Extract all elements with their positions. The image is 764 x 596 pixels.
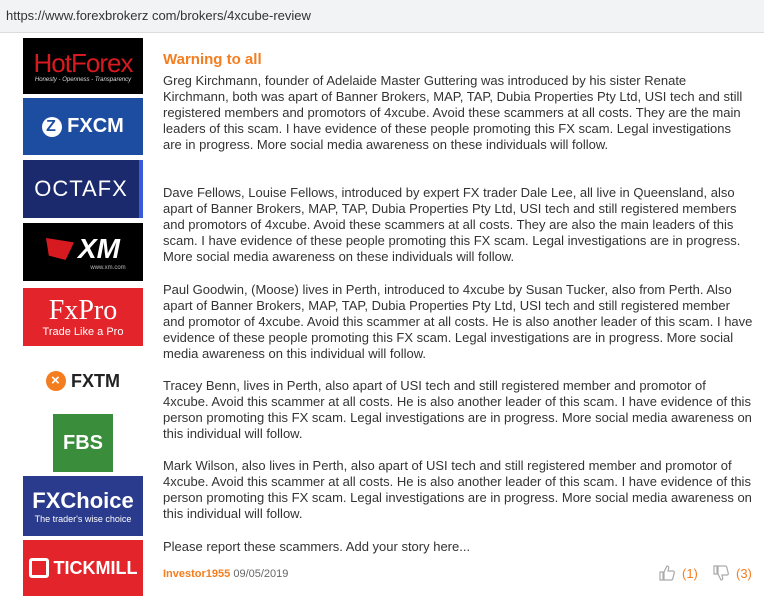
tickmill-logo[interactable] [23, 540, 143, 596]
fxchoice-logo[interactable] [23, 476, 143, 536]
fxpro-tagline: Trade Like a Pro [42, 326, 124, 338]
hotforex-logo[interactable] [23, 38, 143, 94]
fxpro-logo[interactable] [23, 288, 143, 346]
review-paragraph: Please report these scammers. Add your story here... [163, 539, 471, 554]
hotforex-tagline: Honesty - Openness - Transparency [34, 77, 132, 83]
review-paragraph: Dave Fellows, Louise Fellows, introduced by expert FX trader Dale Lee, all live in Queensland, also apart of Banner Brokers, MAP, TAP, Dubia Properties Pty Ltd, USI tech and still registered members and promotors of 4xcube. Avoid these scammers at all costs. They are also the main leaders of this scam. I have evidence of these people promoting this FX scam. Legal investigations are in progress. More social media awareness on these individuals will follow. [163, 185, 741, 264]
dislike-count: (3) [736, 566, 752, 581]
url-text[interactable]: https://www.forexbrokerz com/brokers/4xcube-review [6, 8, 311, 23]
review-paragraph: Paul Goodwin, (Moose) lives in Perth, introduced to 4xcube by Susan Tucker, also from Perth. Also apart of Banner Brokers, MAP, TAP, Dubia Properties Pty Ltd, USI tech and still registered member and promotor of 4xcube. Avoid this scammer at all costs. He is also another leader of this scam. I have evidence of these people promoting this FX scam. Legal investigations are in progress. More social media awareness on this individual will follow. [163, 282, 753, 361]
hotforex-name: HotForex [33, 48, 133, 78]
octafx-logo[interactable] [23, 160, 143, 218]
fxtm-logo[interactable] [23, 358, 143, 404]
fxtm-mark-icon: × [46, 371, 66, 391]
thumbs-down-icon[interactable] [712, 564, 730, 582]
thumbs-up-icon[interactable] [658, 564, 676, 582]
fxpro-name: FxPro [48, 295, 118, 326]
author-name[interactable]: Investor1955 [163, 568, 231, 580]
review-paragraph: Tracey Benn, lives in Perth, also apart of USI tech and still registered member and promotor of 4xcube. Avoid this scammer at all costs. He is also another leader of this scam. I have evidence of this person promoting this FX scam. Legal investigations are in progress. More social media awareness on this individual will follow. [163, 378, 752, 441]
fxcm-mark-icon: Z [42, 117, 62, 137]
fxchoice-tagline: The trader's wise choice [34, 514, 132, 524]
fbs-name: FBS [63, 431, 103, 454]
fxchoice-name: FXChoice [32, 488, 134, 513]
review-title: Warning to all [163, 51, 262, 68]
fxtm-name: FXTM [71, 370, 120, 391]
review-meta [163, 568, 288, 580]
xm-logo[interactable] [23, 223, 143, 281]
review-date: 09/05/2019 [233, 568, 289, 580]
review-paragraph: Greg Kirchmann, founder of Adelaide Master Guttering was introduced by his sister Renate Kirchmann, both was apart of Banner Brokers, MAP, TAP, Dubia Properties Pty Ltd, USI tech and still registered members and promotors of 4xcube. Avoid these scammers at all costs. They are the main leaders of this scam. I have evidence of these people promoting this FX scam. Legal investigations are in progress. More social media awareness on these individuals will follow. [163, 73, 743, 152]
octafx-name: OCTAFX [34, 176, 128, 201]
xm-name: XM [78, 233, 120, 264]
tickmill-name: TICKMILL [53, 557, 138, 578]
xm-mark-icon [46, 238, 74, 260]
fxcm-logo[interactable] [23, 98, 143, 155]
tickmill-mark-icon [29, 558, 49, 578]
fbs-logo[interactable] [53, 414, 113, 472]
fxcm-name: FXCM [67, 115, 124, 137]
like-count: (1) [682, 566, 698, 581]
review-paragraph: Mark Wilson, also lives in Perth, also apart of USI tech and still registered member and promotor of 4xcube. Avoid this scammer at all costs. He is also another leader of this scam. I have evidence of this person promoting this FX scam. Legal investigations are in progress. More social media awareness on this individual will follow. [163, 458, 752, 521]
xm-sub: www.xm.com [90, 265, 126, 271]
address-bar[interactable] [0, 0, 764, 33]
